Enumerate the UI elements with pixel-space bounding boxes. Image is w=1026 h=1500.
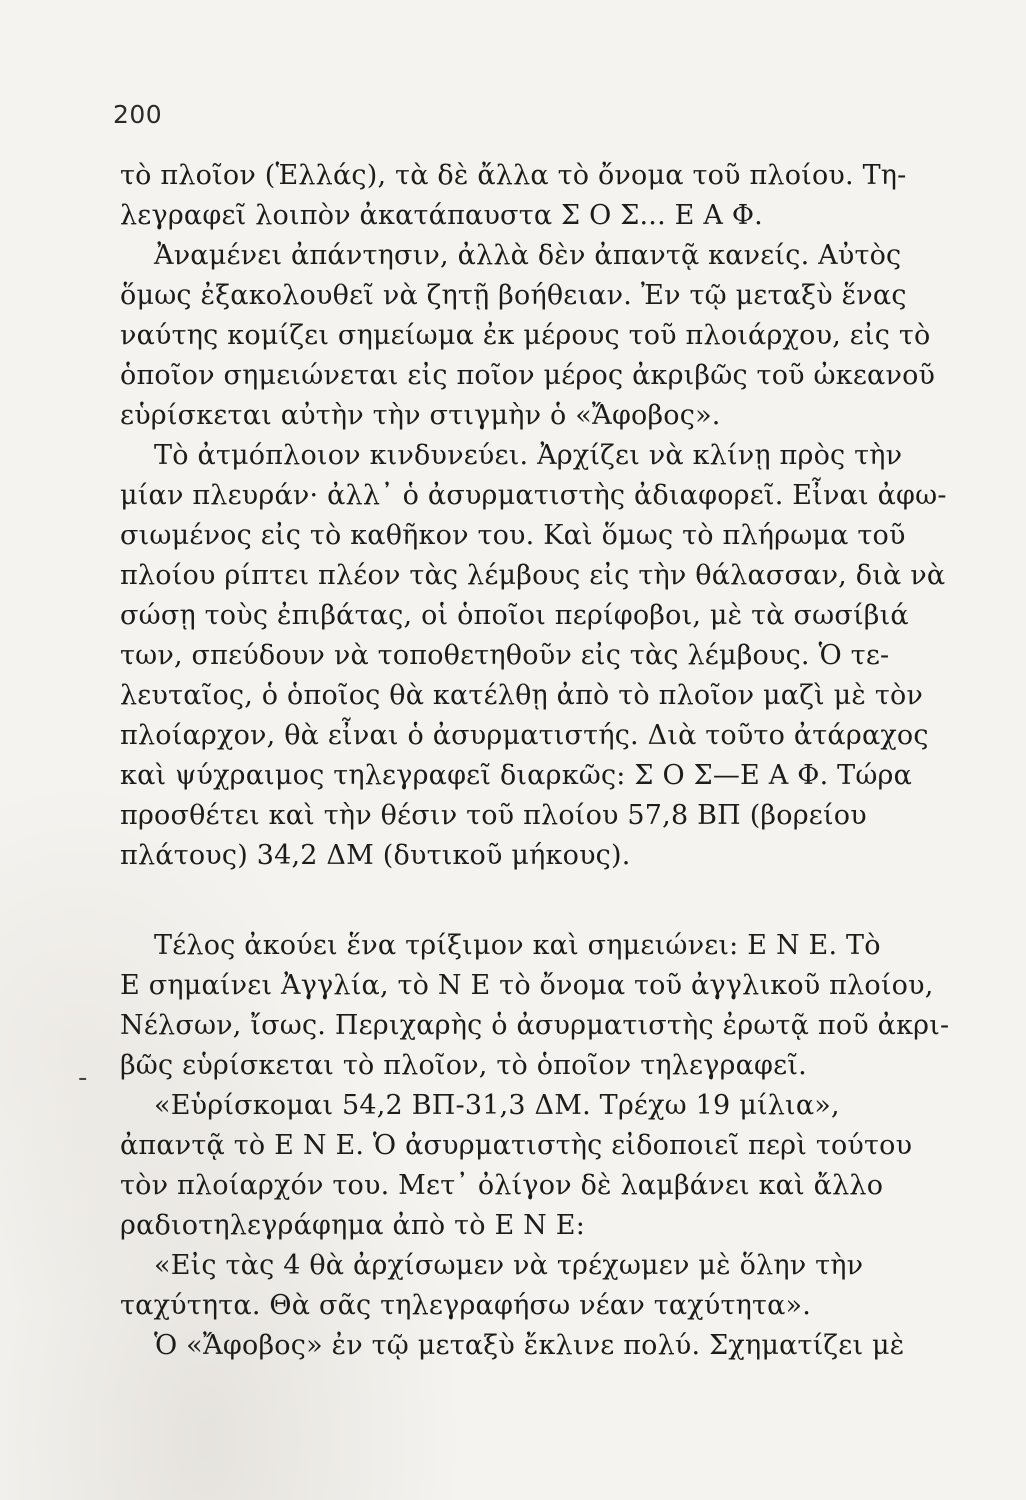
text-line: Νέλσων, ἴσως. Περιχαρὴς ὁ ἀσυρματιστὴς ἐρωτᾷ ποῦ ἀκρι- <box>120 1010 950 1041</box>
page-number: 200 <box>113 100 163 129</box>
text-line: Τέλος ἀκούει ἕνα τρίξιμον καὶ σημειώνει: Ε Ν Ε. Τὸ <box>154 930 881 961</box>
text-line: λευταῖος, ὁ ὁποῖος θὰ κατέλθῃ ἀπὸ τὸ πλοῖον μαζὶ μὲ τὸν <box>120 680 924 711</box>
text-line: πλάτους) 34,2 ΔΜ (δυτικοῦ μήκους). <box>120 840 631 871</box>
body-text <box>120 156 992 1366</box>
paragraph-gap <box>120 876 992 926</box>
margin-mark: - <box>78 1063 88 1093</box>
text-line: ταχύτητα. Θὰ σᾶς τηλεγραφήσω νέαν ταχύτητα». <box>120 1290 812 1321</box>
text-line: βῶς εὑρίσκεται τὸ πλοῖον, τὸ ὁποῖον τηλεγραφεῖ. <box>120 1050 807 1081</box>
text-line: σιωμένος εἰς τὸ καθῆκον του. Καὶ ὅμως τὸ πλήρωμα τοῦ <box>120 520 906 551</box>
text-line: των, σπεύδουν νὰ τοποθετηθοῦν εἰς τὰς λέμβους. Ὁ τε- <box>120 640 890 671</box>
text-line: τὸν πλοίαρχόν του. Μετ᾿ ὀλίγον δὲ λαμβάνει καὶ ἄλλο <box>120 1170 884 1201</box>
text-line: «Εὑρίσκομαι 54,2 ΒΠ-31,3 ΔΜ. Τρέχω 19 μίλια», <box>154 1090 840 1121</box>
text-line: μίαν πλευράν· ἀλλ᾿ ὁ ἀσυρματιστὴς ἀδιαφορεῖ. Εἶναι ἀφω- <box>120 480 947 511</box>
text-line: προσθέτει καὶ τὴν θέσιν τοῦ πλοίου 57,8 ΒΠ (βορείου <box>120 800 867 831</box>
text-line: πλοίου ρίπτει πλέον τὰς λέμβους εἰς τὴν θάλασσαν, διὰ νὰ <box>120 560 946 591</box>
text-line: σώσῃ τοὺς ἐπιβάτας, οἱ ὁποῖοι περίφοβοι, μὲ τὰ σωσίβιά <box>120 600 909 631</box>
text-line: ἀπαντᾷ τὸ Ε Ν Ε. Ὁ ἀσυρματιστὴς εἰδοποιεῖ περὶ τούτου <box>120 1130 913 1161</box>
text-line: Ε σημαίνει Ἀγγλία, τὸ Ν Ε τὸ ὄνομα τοῦ ἀγγλικοῦ πλοίου, <box>120 970 934 1001</box>
text-line: «Εἰς τὰς 4 θὰ ἀρχίσωμεν νὰ τρέχωμεν μὲ ὅλην τὴν <box>154 1250 864 1281</box>
text-line: Τὸ ἀτμόπλοιον κινδυνεύει. Ἀρχίζει νὰ κλίνῃ πρὸς τὴν <box>154 440 903 471</box>
text-line: ὅμως ἐξακολουθεῖ νὰ ζητῇ βοήθειαν. Ἐν τῷ μεταξὺ ἕνας <box>120 280 907 311</box>
text-line: ναύτης κομίζει σημείωμα ἐκ μέρους τοῦ πλοιάρχου, εἰς τὸ <box>120 320 931 351</box>
text-line: τὸ πλοῖον (Ἑλλάς), τὰ δὲ ἄλλα τὸ ὄνομα τοῦ πλοίου. Τη- <box>120 160 907 191</box>
text-line: ὁποῖον σημειώνεται εἰς ποῖον μέρος ἀκριβῶς τοῦ ὠκεανοῦ <box>120 360 936 391</box>
text-line: ραδιοτηλεγράφημα ἀπὸ τὸ Ε Ν Ε: <box>120 1210 585 1241</box>
text-line: καὶ ψύχραιμος τηλεγραφεῖ διαρκῶς: Σ Ο Σ—Ε Α Φ. Τώρα <box>120 760 913 791</box>
text-line: πλοίαρχον, θὰ εἶναι ὁ ἀσυρματιστής. Διὰ τοῦτο ἀτάραχος <box>120 720 929 751</box>
text-line: εὑρίσκεται αὐτὴν τὴν στιγμὴν ὁ «Ἄφοβος». <box>120 400 721 431</box>
text-line: Ὁ «Ἄφοβος» ἐν τῷ μεταξὺ ἔκλινε πολύ. Σχηματίζει μὲ <box>154 1330 905 1361</box>
text-line: λεγραφεῖ λοιπὸν ἀκατάπαυστα Σ Ο Σ... Ε Α Φ. <box>120 200 763 231</box>
text-line: Ἀναμένει ἀπάντησιν, ἀλλὰ δὲν ἀπαντᾷ κανείς. Αὐτὸς <box>154 240 902 271</box>
